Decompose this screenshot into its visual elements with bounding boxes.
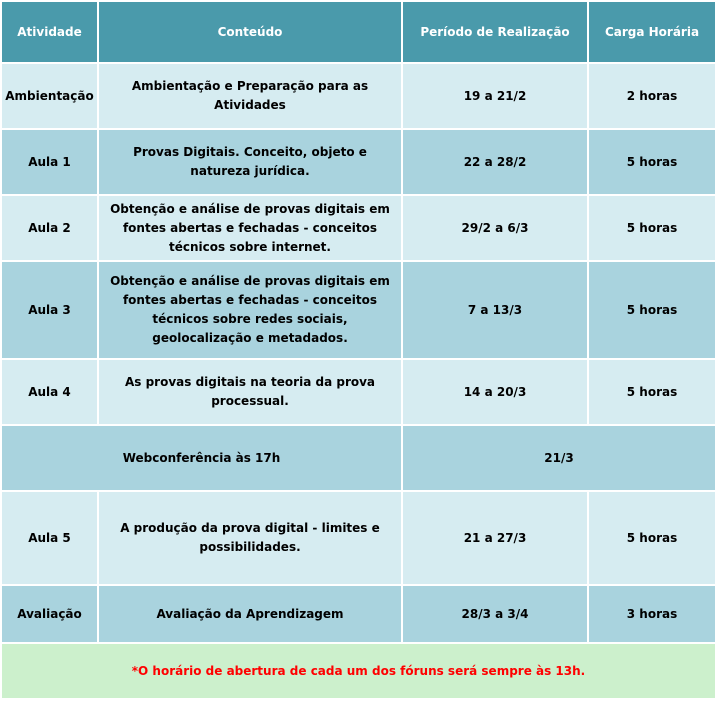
content-cell: Avaliação da Aprendizagem <box>99 586 401 642</box>
period-cell: 29/2 a 6/3 <box>403 196 587 260</box>
footer-row <box>2 644 715 698</box>
table-row <box>2 262 715 358</box>
table-row <box>2 360 715 424</box>
content-cell: Provas Digitais. Conceito, objeto e natureza jurídica. <box>99 130 401 194</box>
table-row <box>2 196 715 260</box>
hours-cell: 2 horas <box>589 64 715 128</box>
activity-cell: Aula 1 <box>2 130 97 194</box>
content-cell: Ambientação e Preparação para as Atividades <box>99 64 401 128</box>
hours-cell: 5 horas <box>589 492 715 584</box>
table-row <box>2 586 715 642</box>
content-cell: A produção da prova digital - limites e possibilidades. <box>99 492 401 584</box>
period-cell: 22 a 28/2 <box>403 130 587 194</box>
period-cell: 14 a 20/3 <box>403 360 587 424</box>
hours-cell: 3 horas <box>589 586 715 642</box>
hours-cell: 5 horas <box>589 130 715 194</box>
header-period: Período de Realização <box>403 2 587 62</box>
period-cell: 19 a 21/2 <box>403 64 587 128</box>
header-activity: Atividade <box>2 2 97 62</box>
header-content: Conteúdo <box>99 2 401 62</box>
activity-cell: Aula 3 <box>2 262 97 358</box>
content-cell: As provas digitais na teoria da prova processual. <box>99 360 401 424</box>
footer-note: *O horário de abertura de cada um dos fóruns será sempre às 13h. <box>2 644 715 698</box>
activity-cell: Ambientação <box>2 64 97 128</box>
period-cell: 28/3 a 3/4 <box>403 586 587 642</box>
table-row <box>2 130 715 194</box>
webconference-row <box>2 426 715 490</box>
webconference-label: Webconferência às 17h <box>2 426 401 490</box>
content-cell: Obtenção e análise de provas digitais em fontes abertas e fechadas - conceitos técnicos sobre internet. <box>99 196 401 260</box>
content-cell: Obtenção e análise de provas digitais em fontes abertas e fechadas - conceitos técnicos sobre redes sociais, geolocalização e metadados. <box>99 262 401 358</box>
period-cell: 21 a 27/3 <box>403 492 587 584</box>
table-row <box>2 64 715 128</box>
activity-cell: Aula 4 <box>2 360 97 424</box>
activity-cell: Avaliação <box>2 586 97 642</box>
activity-cell: Aula 2 <box>2 196 97 260</box>
hours-cell: 5 horas <box>589 196 715 260</box>
header-hours: Carga Horária <box>589 2 715 62</box>
period-cell: 7 a 13/3 <box>403 262 587 358</box>
table-row <box>2 492 715 584</box>
webconference-date: 21/3 <box>403 426 715 490</box>
hours-cell: 5 horas <box>589 360 715 424</box>
hours-cell: 5 horas <box>589 262 715 358</box>
header-row <box>2 2 715 62</box>
activity-cell: Aula 5 <box>2 492 97 584</box>
